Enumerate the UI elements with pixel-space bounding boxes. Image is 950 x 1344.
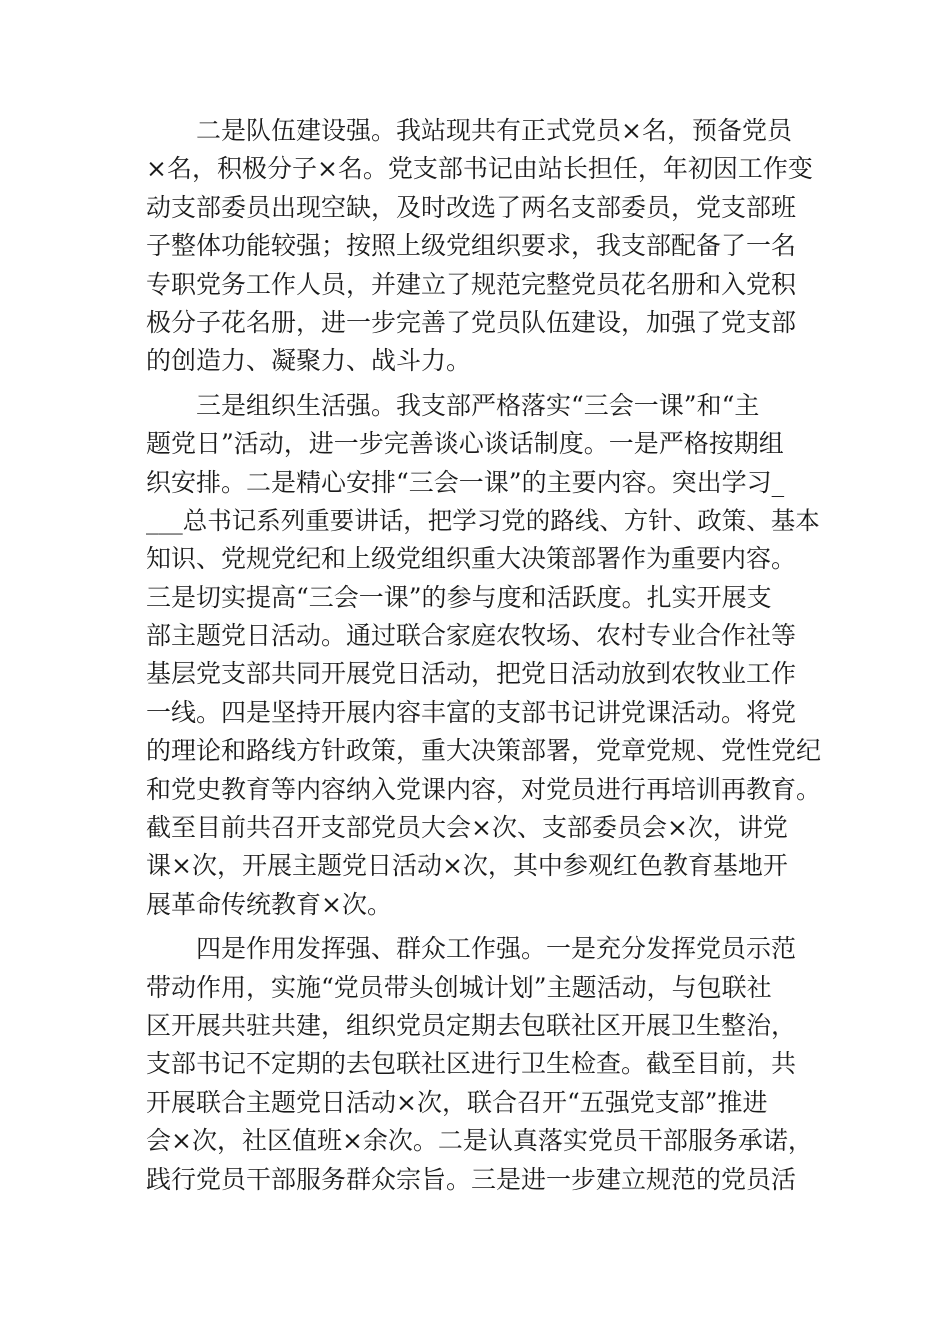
- paragraph-line: 动支部委员出现空缺，及时改选了两名支部委员，党支部班: [146, 192, 797, 222]
- paragraph-line: ×名，积极分子×名。党支部书记由站长担任，年初因工作变: [146, 154, 813, 184]
- document-body: [146, 112, 826, 1199]
- paragraph-line: 区开展共驻共建，组织党员定期去包联社区开展卫生整治，: [146, 1010, 797, 1040]
- paragraph-line: 四是作用发挥强、群众工作强。一是充分发挥党员示范: [196, 934, 797, 964]
- paragraph-organization-life: [146, 387, 826, 924]
- paragraph-line: 践行党员干部服务群众宗旨。三是进一步建立规范的党员活: [146, 1164, 797, 1194]
- paragraph-line: 支部书记不定期的去包联社区进行卫生检查。截至目前，共: [146, 1049, 797, 1079]
- paragraph-line: 三是切实提高“三会一课”的参与度和活跃度。扎实开展支: [146, 582, 772, 612]
- paragraph-line: 知识、党规党纪和上级党组织重大决策部署作为重要内容。: [146, 544, 797, 574]
- paragraph-line: 部主题党日活动。通过联合家庭农牧场、农村专业合作社等: [146, 621, 797, 651]
- paragraph-line: 的理论和路线方针政策，重大决策部署，党章党规、党性党纪: [146, 736, 822, 766]
- paragraph-line: 一线。四是坚持开展内容丰富的支部书记讲党课活动。将党: [146, 697, 797, 727]
- paragraph-line: 带动作用，实施“党员带头创城计划”主题活动，与包联社: [146, 972, 772, 1002]
- paragraph-line: 课×次，开展主题党日活动×次，其中参观红色教育基地开: [146, 851, 788, 881]
- paragraph-line: 织安排。二是精心安排“三会一课”的主要内容。突出学习_: [146, 467, 785, 497]
- paragraph-line: 展革命传统教育×次。: [146, 889, 392, 919]
- paragraph-role-and-mass-work: [146, 930, 826, 1199]
- paragraph-line: 专职党务工作人员，并建立了规范完整党员花名册和入党积: [146, 269, 797, 299]
- paragraph-line: 开展联合主题党日活动×次，联合召开“五强党支部”推进: [146, 1087, 768, 1117]
- paragraph-line: 二是队伍建设强。我站现共有正式党员×名，预备党员: [196, 116, 792, 145]
- paragraph-line: 基层党支部共同开展党日活动，把党日活动放到农牧业工作: [146, 659, 797, 689]
- paragraph-line: 三是组织生活强。我支部严格落实“三会一课”和“主: [196, 390, 760, 420]
- paragraph-team-building: [146, 112, 826, 381]
- paragraph-line: 子整体功能较强；按照上级党组织要求，我支部配备了一名: [146, 231, 797, 261]
- paragraph-line: 题党日”活动，进一步完善谈心谈话制度。一是严格按期组: [146, 429, 784, 459]
- paragraph-line: 极分子花名册，进一步完善了党员队伍建设，加强了党支部: [146, 307, 797, 337]
- paragraph-line: 的创造力、凝聚力、战斗力。: [146, 346, 472, 376]
- paragraph-line: 和党史教育等内容纳入党课内容，对党员进行再培训再教育。: [146, 774, 822, 804]
- paragraph-line: 会×次，社区值班×余次。二是认真落实党员干部服务承诺，: [146, 1126, 813, 1156]
- paragraph-line: 截至目前共召开支部党员大会×次、支部委员会×次，讲党: [146, 813, 788, 843]
- paragraph-line: ___总书记系列重要讲话，把学习党的路线、方针、政策、基本: [146, 505, 820, 535]
